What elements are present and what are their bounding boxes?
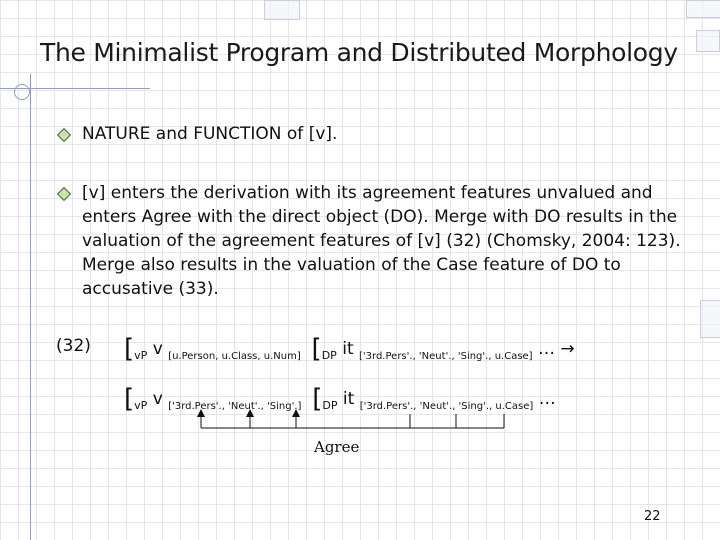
vp-bracket: [	[124, 334, 135, 364]
page-number: 22	[644, 509, 661, 524]
agree-label: Agree	[314, 438, 360, 456]
dp-features: ['3rd.Pers'., 'Neut'., 'Sing'., u.Case]	[359, 401, 534, 412]
vp-bracket: [	[124, 384, 135, 414]
v-features: [u.Person, u.Class, u.Num]	[168, 351, 301, 362]
dp-label: DP	[322, 399, 338, 412]
example-number: (32)	[56, 336, 91, 356]
v-head: v	[152, 339, 163, 359]
derivation-ellipsis: …	[538, 389, 556, 409]
dp-bracket: [	[312, 384, 323, 414]
dp-features: ['3rd.Pers'., 'Neut'., 'Sing'., u.Case]	[359, 351, 533, 362]
dp-bracket: [	[311, 334, 322, 364]
slide-title: The Minimalist Program and Distributed Morphology	[40, 38, 678, 67]
v-features: ['3rd.Pers'., 'Neut'., 'Sing'.]	[168, 401, 302, 412]
derivation-arrow: … →	[538, 339, 575, 359]
dp-word: it	[342, 389, 355, 409]
v-head: v	[152, 389, 163, 409]
bullet-text-2: [v] enters the derivation with its agreement features unvalued and enters Agree with the direct object (DO). Merge with DO results in the valuation of the agreement features of [v] (32) (Chomsky, 2004: 123). Merge also results in the valuation of the Case feature of DO to accusative (33).	[82, 183, 681, 299]
dp-label: DP	[321, 349, 337, 362]
vp-label: vP	[134, 349, 148, 362]
vp-label: vP	[134, 399, 148, 412]
bullet-text-1: NATURE and FUNCTION of [v].	[82, 124, 338, 144]
dp-word: it	[342, 339, 354, 359]
